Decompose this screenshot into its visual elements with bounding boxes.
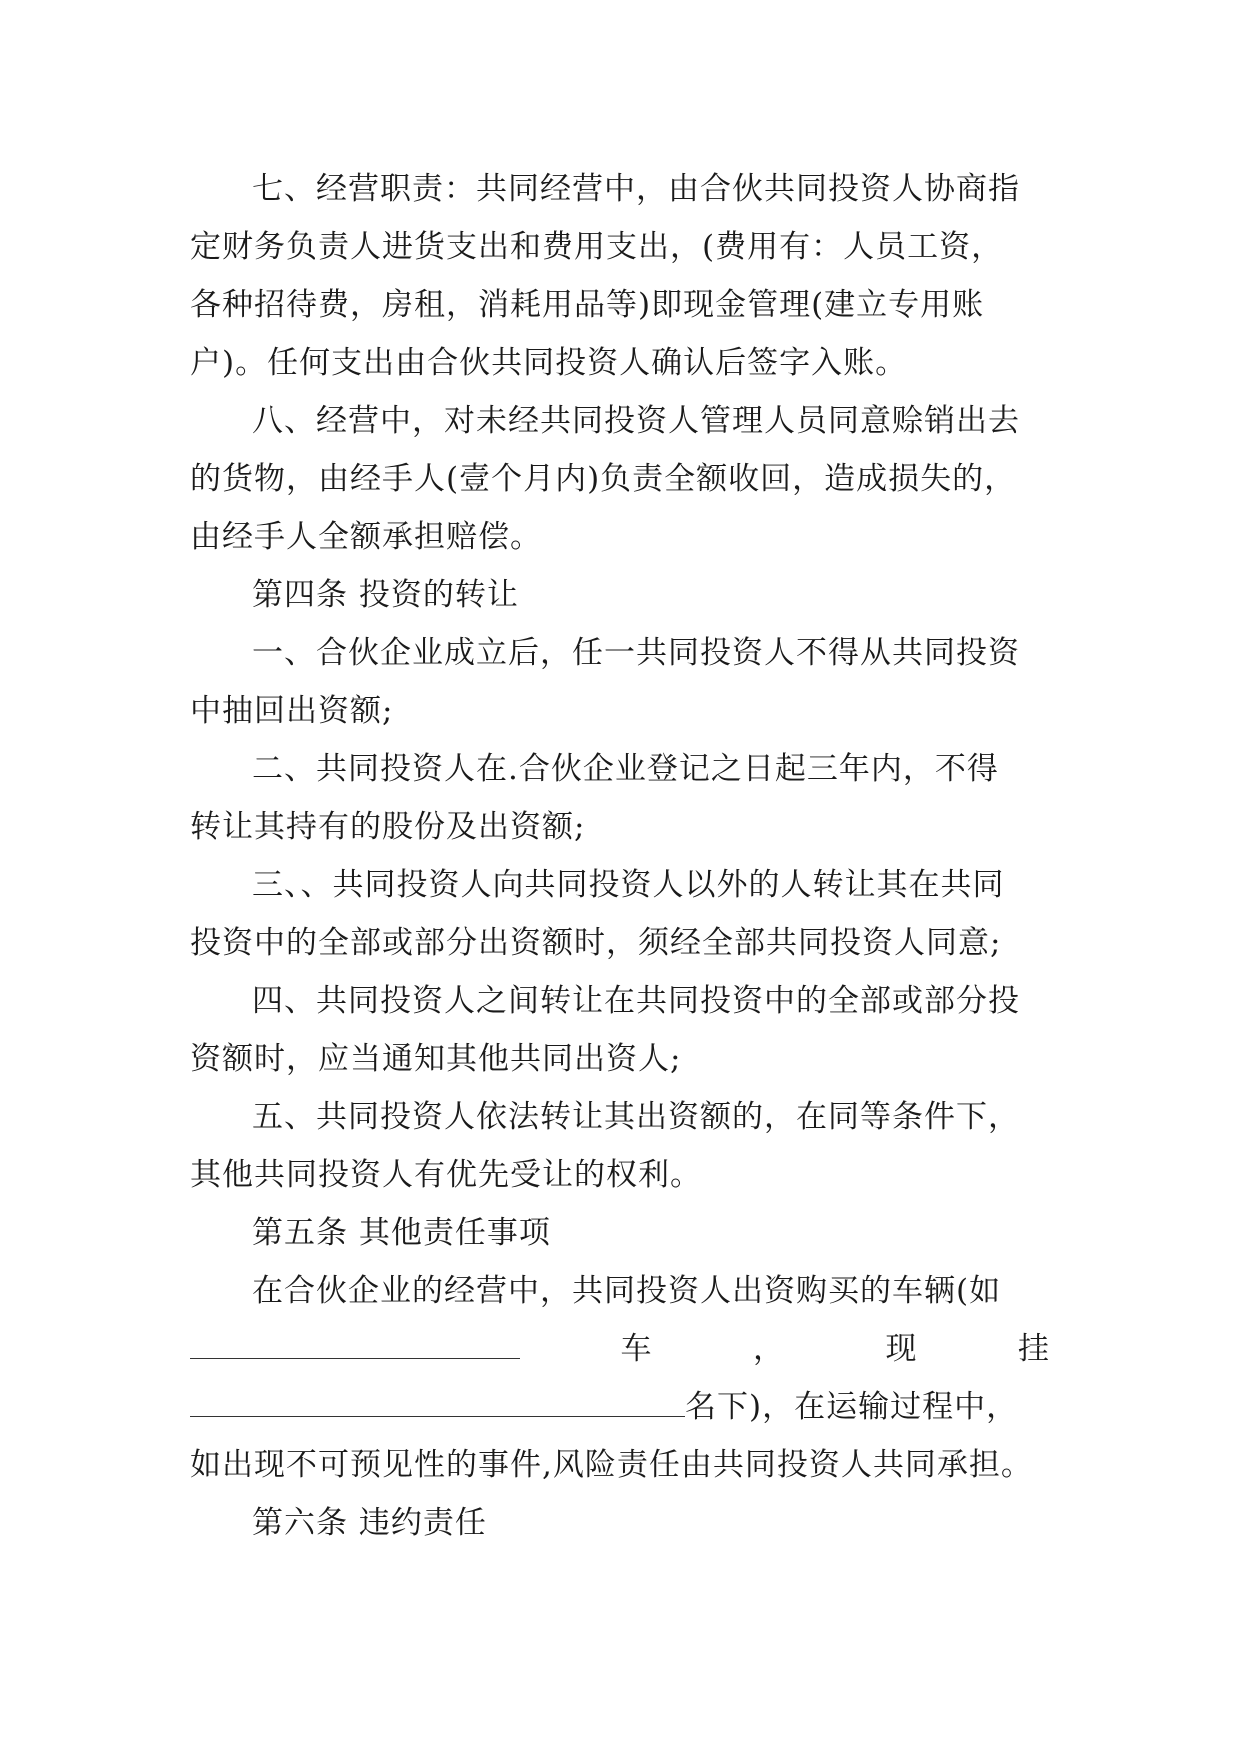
section7-line-2: 定财务负责人进货支出和费用支出，(费用有：人员工资， — [190, 229, 1004, 265]
owner-blank-field[interactable] — [190, 1382, 685, 1417]
article4-item-2-line-1: 二、共同投资人在.合伙企业登记之日起三年内，不得 — [252, 751, 999, 787]
article4-title: 第四条 投资的转让 — [252, 577, 519, 613]
currently-label: 现 — [885, 1331, 918, 1367]
section7-line-3: 各种招待费，房租，消耗用品等)即现金管理(建立专用账 — [190, 287, 985, 323]
article4-item-4-line-2: 资额时，应当通知其他共同出资人; — [190, 1041, 682, 1077]
section7-line-1: 七、经营职责：共同经营中，由合伙共同投资人协商指 — [252, 171, 1020, 207]
article5-line-4: 如出现不可预见性的事件,风险责任由共同投资人共同承担。 — [190, 1447, 1033, 1483]
article4-item-5-line-2: 其他共同投资人有优先受让的权利。 — [190, 1157, 702, 1193]
article4-item-3-line-1: 三、、共同投资人向共同投资人以外的人转让其在共同 — [252, 867, 1005, 903]
section8-line-1: 八、经营中，对未经共同投资人管理人员同意赊销出去 — [252, 403, 1020, 439]
article5-line-3 — [190, 1378, 1050, 1436]
registered-label: 挂 — [1018, 1331, 1050, 1367]
article5-title: 第五条 其他责任事项 — [252, 1215, 551, 1251]
document-body — [190, 160, 1050, 1552]
section8-line-2: 的货物，由经手人(壹个月内)负责全额收回，造成损失的， — [190, 461, 1017, 497]
article5-line-2 — [190, 1320, 1050, 1378]
article4-item-5-line-1: 五、共同投资人依法转让其出资额的，在同等条件下， — [252, 1099, 1020, 1135]
article4-item-2-line-2: 转让其持有的股份及出资额; — [190, 809, 586, 845]
article5-line-1: 在合伙企业的经营中，共同投资人出资购买的车辆(如 — [252, 1273, 1002, 1309]
article4-item-1-line-2: 中抽回出资额; — [190, 693, 394, 729]
comma-mark: ， — [753, 1331, 785, 1367]
article6-title: 第六条 违约责任 — [252, 1505, 487, 1541]
article4-item-4-line-1: 四、共同投资人之间转让在共同投资中的全部或部分投 — [252, 983, 1020, 1019]
article4-item-3-line-2: 投资中的全部或部分出资额时，须经全部共同投资人同意; — [190, 925, 1002, 961]
vehicle-label: 车 — [620, 1331, 653, 1367]
article4-item-1-line-1: 一、合伙企业成立后，任一共同投资人不得从共同投资 — [252, 635, 1020, 671]
article5-line-3-text: 名下)，在运输过程中， — [685, 1389, 1019, 1425]
section7-line-4: 户)。任何支出由合伙共同投资人确认后签字入账。 — [190, 345, 908, 381]
section8-line-3: 由经手人全额承担赔偿。 — [190, 519, 542, 555]
vehicle-blank-field[interactable] — [190, 1324, 520, 1359]
